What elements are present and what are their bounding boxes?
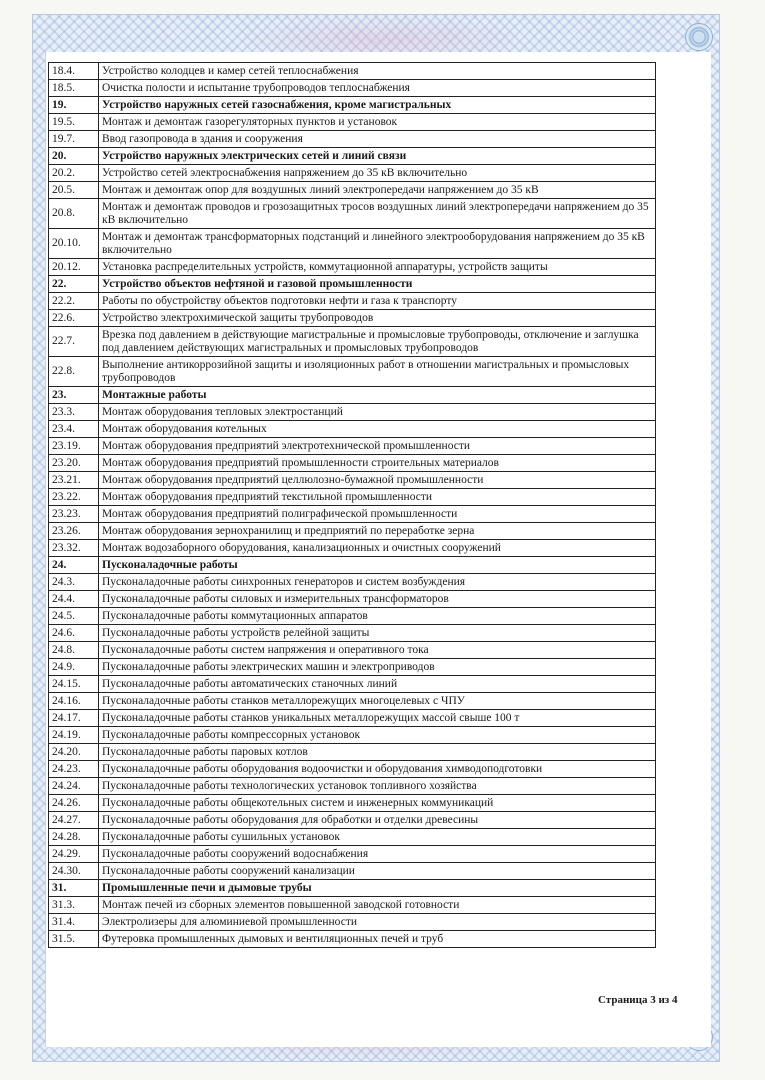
- item-description: Пусконаладочные работы компрессорных установок: [99, 727, 656, 744]
- item-description: Монтаж оборудования предприятий полиграфической промышленности: [99, 506, 656, 523]
- item-description: Устройство наружных сетей газоснабжения, кроме магистральных: [99, 97, 656, 114]
- item-description: Монтаж оборудования предприятий текстильной промышленности: [99, 489, 656, 506]
- item-code: 24.30.: [49, 863, 99, 880]
- item-code: 19.5.: [49, 114, 99, 131]
- item-description: Монтаж и демонтаж проводов и грозозащитных тросов воздушных линий электропередачи напряжением до 35 кВ включительно: [99, 199, 656, 229]
- table-row: [49, 761, 656, 778]
- item-code: 31.: [49, 880, 99, 897]
- table-row: [49, 310, 656, 327]
- item-description: Пусконаладочные работы автоматических станочных линий: [99, 676, 656, 693]
- corner-rosette-icon: [685, 23, 713, 51]
- item-code: 22.: [49, 276, 99, 293]
- section-header-row: [49, 148, 656, 165]
- table-row: [49, 676, 656, 693]
- section-header-row: [49, 387, 656, 404]
- table-row: [49, 642, 656, 659]
- item-code: 24.15.: [49, 676, 99, 693]
- item-code: 23.20.: [49, 455, 99, 472]
- item-code: 24.5.: [49, 608, 99, 625]
- item-code: 24.3.: [49, 574, 99, 591]
- table-row: [49, 829, 656, 846]
- table-row: [49, 812, 656, 829]
- item-code: 24.: [49, 557, 99, 574]
- item-description: Пусконаладочные работы оборудования для обработки и отделки древесины: [99, 812, 656, 829]
- table-row: [49, 914, 656, 931]
- item-code: 31.3.: [49, 897, 99, 914]
- item-code: 23.3.: [49, 404, 99, 421]
- item-description: Промышленные печи и дымовые трубы: [99, 880, 656, 897]
- table-row: [49, 659, 656, 676]
- item-description: Монтаж печей из сборных элементов повышенной заводской готовности: [99, 897, 656, 914]
- table-row: [49, 63, 656, 80]
- table-row: [49, 80, 656, 97]
- item-code: 24.17.: [49, 710, 99, 727]
- item-description: Монтаж оборудования котельных: [99, 421, 656, 438]
- item-description: Монтаж оборудования предприятий целлюлозно-бумажной промышленности: [99, 472, 656, 489]
- table-row: [49, 421, 656, 438]
- table-row: [49, 259, 656, 276]
- item-description: Монтаж и демонтаж опор для воздушных линий электропередачи напряжением до 35 кВ: [99, 182, 656, 199]
- table-row: [49, 727, 656, 744]
- item-description: Устройство наружных электрических сетей и линий связи: [99, 148, 656, 165]
- item-description: Монтаж оборудования тепловых электростанций: [99, 404, 656, 421]
- item-code: 24.8.: [49, 642, 99, 659]
- item-description: Пусконаладочные работы общекотельных систем и инженерных коммуникаций: [99, 795, 656, 812]
- item-code: 24.29.: [49, 846, 99, 863]
- table-row: [49, 489, 656, 506]
- item-description: Монтаж и демонтаж трансформаторных подстанций и линейного электрооборудования напряжением до 35 кВ включительно: [99, 229, 656, 259]
- item-description: Пусконаладочные работы коммутационных аппаратов: [99, 608, 656, 625]
- item-description: Монтаж и демонтаж газорегуляторных пунктов и установок: [99, 114, 656, 131]
- table-row: [49, 591, 656, 608]
- item-description: Пусконаладочные работы электрических машин и электроприводов: [99, 659, 656, 676]
- section-header-row: [49, 276, 656, 293]
- item-code: 24.6.: [49, 625, 99, 642]
- item-description: Монтаж оборудования предприятий промышленности строительных материалов: [99, 455, 656, 472]
- item-description: Монтаж оборудования зернохранилищ и предприятий по переработке зерна: [99, 523, 656, 540]
- item-description: Футеровка промышленных дымовых и вентиляционных печей и труб: [99, 931, 656, 948]
- item-code: 23.4.: [49, 421, 99, 438]
- table-row: [49, 327, 656, 357]
- table-row: [49, 897, 656, 914]
- item-description: Устройство колодцев и камер сетей теплоснабжения: [99, 63, 656, 80]
- item-description: Пусконаладочные работы сооружений канализации: [99, 863, 656, 880]
- item-description: Пусконаладочные работы паровых котлов: [99, 744, 656, 761]
- item-code: 20.12.: [49, 259, 99, 276]
- item-code: 22.6.: [49, 310, 99, 327]
- item-code: 20.5.: [49, 182, 99, 199]
- item-description: Пусконаладочные работы устройств релейной защиты: [99, 625, 656, 642]
- item-code: 24.4.: [49, 591, 99, 608]
- item-code: 24.27.: [49, 812, 99, 829]
- table-row: [49, 693, 656, 710]
- item-description: Монтаж оборудования предприятий электротехнической промышленности: [99, 438, 656, 455]
- item-code: 20.: [49, 148, 99, 165]
- table-row: [49, 182, 656, 199]
- table-row: [49, 472, 656, 489]
- item-code: 23.22.: [49, 489, 99, 506]
- item-code: 24.9.: [49, 659, 99, 676]
- table-row: [49, 199, 656, 229]
- item-code: 31.4.: [49, 914, 99, 931]
- item-description: Пусконаладочные работы синхронных генераторов и систем возбуждения: [99, 574, 656, 591]
- works-table-body: [49, 63, 656, 948]
- table-row: [49, 931, 656, 948]
- item-code: 23.23.: [49, 506, 99, 523]
- table-row: [49, 863, 656, 880]
- item-code: 20.8.: [49, 199, 99, 229]
- table-row: [49, 131, 656, 148]
- section-header-row: [49, 557, 656, 574]
- page-number: Страница 3 из 4: [598, 994, 678, 1006]
- table-row: [49, 455, 656, 472]
- section-header-row: [49, 97, 656, 114]
- item-code: 23.: [49, 387, 99, 404]
- item-code: 18.4.: [49, 63, 99, 80]
- table-row: [49, 438, 656, 455]
- item-code: 22.7.: [49, 327, 99, 357]
- item-code: 23.19.: [49, 438, 99, 455]
- table-row: [49, 778, 656, 795]
- item-code: 23.32.: [49, 540, 99, 557]
- item-description: Устройство электрохимической защиты трубопроводов: [99, 310, 656, 327]
- table-row: [49, 710, 656, 727]
- item-description: Устройство сетей электроснабжения напряжением до 35 кВ включительно: [99, 165, 656, 182]
- item-code: 24.26.: [49, 795, 99, 812]
- item-description: Ввод газопровода в здания и сооружения: [99, 131, 656, 148]
- item-description: Врезка под давлением в действующие магистральные и промысловые трубопроводы, отключение и заглушка под давлением действующих магистральных и промысловых трубопроводов: [99, 327, 656, 357]
- works-table: [48, 62, 656, 948]
- table-row: [49, 846, 656, 863]
- table-row: [49, 625, 656, 642]
- table-row: [49, 293, 656, 310]
- item-code: 20.2.: [49, 165, 99, 182]
- item-description: Пусконаладочные работы технологических установок топливного хозяйства: [99, 778, 656, 795]
- item-description: Очистка полости и испытание трубопроводов теплоснабжения: [99, 80, 656, 97]
- table-row: [49, 229, 656, 259]
- table-row: [49, 795, 656, 812]
- table-row: [49, 114, 656, 131]
- item-description: Пусконаладочные работы сушильных установок: [99, 829, 656, 846]
- item-description: Монтажные работы: [99, 387, 656, 404]
- table-row: [49, 165, 656, 182]
- item-code: 24.24.: [49, 778, 99, 795]
- item-code: 24.28.: [49, 829, 99, 846]
- item-code: 31.5.: [49, 931, 99, 948]
- item-description: Пусконаладочные работы станков уникальных металлорежущих массой свыше 100 т: [99, 710, 656, 727]
- item-description: Пусконаладочные работы оборудования водоочистки и оборудования химводоподготовки: [99, 761, 656, 778]
- item-code: 24.23.: [49, 761, 99, 778]
- table-row: [49, 523, 656, 540]
- table-row: [49, 404, 656, 421]
- item-code: 23.26.: [49, 523, 99, 540]
- item-code: 24.16.: [49, 693, 99, 710]
- table-row: [49, 744, 656, 761]
- table-row: [49, 540, 656, 557]
- item-code: 23.21.: [49, 472, 99, 489]
- section-header-row: [49, 880, 656, 897]
- table-row: [49, 574, 656, 591]
- item-code: 22.8.: [49, 357, 99, 387]
- item-code: 18.5.: [49, 80, 99, 97]
- item-description: Пусконаладочные работы систем напряжения и оперативного тока: [99, 642, 656, 659]
- item-code: 19.7.: [49, 131, 99, 148]
- item-code: 24.19.: [49, 727, 99, 744]
- table-row: [49, 608, 656, 625]
- item-description: Выполнение антикоррозийной защиты и изоляционных работ в отношении магистральных и промысловых трубопроводов: [99, 357, 656, 387]
- table-row: [49, 357, 656, 387]
- item-code: 20.10.: [49, 229, 99, 259]
- item-description: Пусконаладочные работы станков металлорежущих многоцелевых с ЧПУ: [99, 693, 656, 710]
- item-description: Электролизеры для алюминиевой промышленности: [99, 914, 656, 931]
- table-row: [49, 506, 656, 523]
- item-description: Монтаж водозаборного оборудования, канализационных и очистных сооружений: [99, 540, 656, 557]
- item-code: 19.: [49, 97, 99, 114]
- item-description: Работы по обустройству объектов подготовки нефти и газа к транспорту: [99, 293, 656, 310]
- item-description: Установка распределительных устройств, коммутационной аппаратуры, устройств защиты: [99, 259, 656, 276]
- item-description: Пусконаладочные работы сооружений водоснабжения: [99, 846, 656, 863]
- item-description: Устройство объектов нефтяной и газовой промышленности: [99, 276, 656, 293]
- item-description: Пусконаладочные работы: [99, 557, 656, 574]
- item-code: 22.2.: [49, 293, 99, 310]
- item-code: 24.20.: [49, 744, 99, 761]
- item-description: Пусконаладочные работы силовых и измерительных трансформаторов: [99, 591, 656, 608]
